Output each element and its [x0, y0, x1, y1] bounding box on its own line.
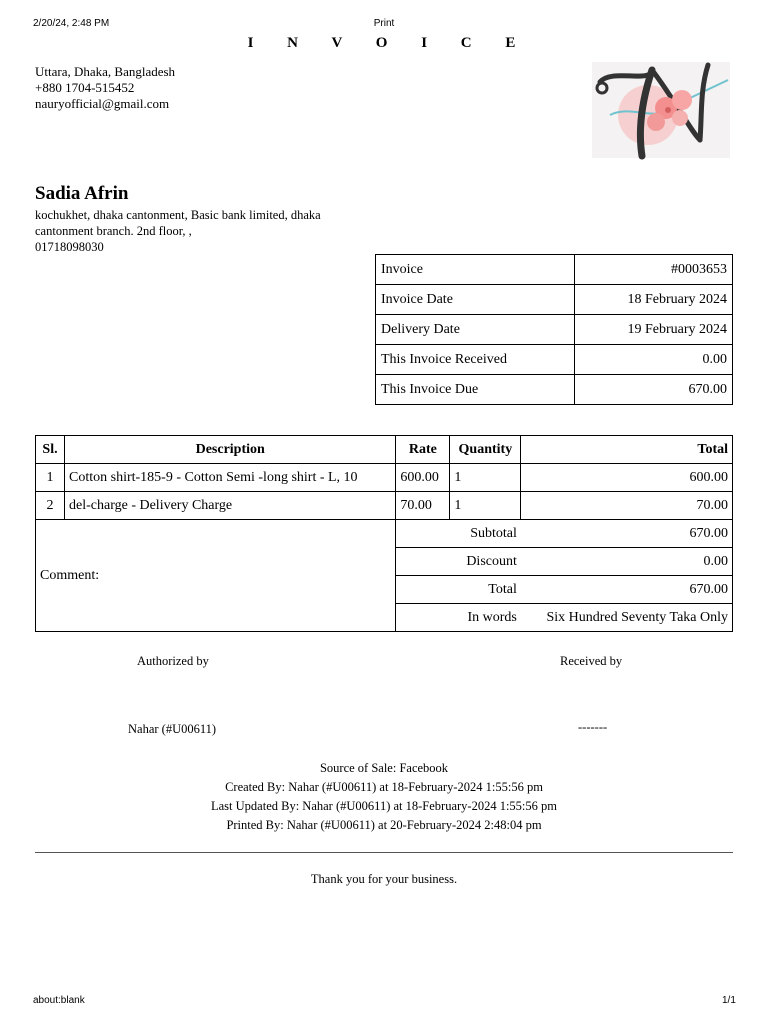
received-by-label: Received by — [560, 654, 623, 668]
authorized-by-label: Authorized by — [137, 654, 209, 668]
comment-cell — [36, 520, 396, 632]
print-datetime: 2/20/24, 2:48 PM — [33, 18, 110, 29]
printed-by: Printed By: Nahar (#U00611) at 20-February-2024 2:48:04 pm — [226, 818, 542, 832]
summary-label: Subtotal — [396, 520, 521, 548]
company-address: Uttara, Dhaka, Bangladesh — [35, 64, 176, 79]
company-phone: +880 1704-515452 — [35, 80, 135, 95]
summary-label: Discount — [396, 548, 521, 576]
summary-label: Total — [396, 576, 521, 604]
received-by-name: ------- — [578, 720, 608, 734]
meta-row-delivery-date — [376, 315, 733, 345]
invoice-due: 670.00 — [575, 375, 733, 405]
items-header-row — [36, 436, 733, 464]
last-updated-by: Last Updated By: Nahar (#U00611) at 18-February-2024 1:55:56 pm — [211, 799, 557, 813]
company-info — [35, 64, 175, 112]
footer-info — [0, 759, 768, 835]
brand-logo — [590, 60, 732, 160]
summary-row-subtotal — [36, 520, 733, 548]
meta-label: This Invoice Due — [376, 375, 575, 405]
invoice-date: 18 February 2024 — [575, 285, 733, 315]
print-page-title: Print — [373, 18, 395, 29]
divider — [35, 852, 733, 853]
meta-label: Invoice — [376, 255, 575, 285]
header-description: Description — [65, 436, 396, 464]
meta-label: Invoice Date — [376, 285, 575, 315]
subtotal-value: 670.00 — [521, 520, 733, 548]
header-total: Total — [521, 436, 733, 464]
customer-phone: 01718098030 — [35, 240, 104, 254]
item-sl: 1 — [36, 464, 65, 492]
item-sl: 2 — [36, 492, 65, 520]
amount-in-words: Six Hundred Seventy Taka Only — [521, 604, 733, 632]
item-total: 70.00 — [521, 492, 733, 520]
item-rate: 70.00 — [396, 492, 450, 520]
page-count: 1/1 — [722, 995, 736, 1006]
meta-row-invoice — [376, 255, 733, 285]
delivery-date: 19 February 2024 — [575, 315, 733, 345]
authorized-by-name: Nahar (#U00611) — [128, 722, 217, 736]
header-rate: Rate — [396, 436, 450, 464]
meta-row-received — [376, 345, 733, 375]
company-email: nauryofficial@gmail.com — [35, 96, 170, 111]
header-quantity: Quantity — [450, 436, 521, 464]
summary-label: In words — [396, 604, 521, 632]
header-sl: Sl. — [36, 436, 65, 464]
created-by: Created By: Nahar (#U00611) at 18-February-2024 1:55:56 pm — [225, 780, 543, 794]
invoice-meta-table — [375, 254, 733, 405]
table-row — [36, 464, 733, 492]
meta-row-invoice-date — [376, 285, 733, 315]
meta-label: This Invoice Received — [376, 345, 575, 375]
document-title: I N V O I C E — [247, 35, 531, 51]
customer-name: Sadia Afrin — [35, 183, 129, 204]
thank-you-note: Thank you for your business. — [310, 872, 458, 886]
total-value: 670.00 — [521, 576, 733, 604]
invoice-received: 0.00 — [575, 345, 733, 375]
item-description: Cotton shirt-185-9 - Cotton Semi -long shirt - L, 10 — [65, 464, 396, 492]
meta-row-due — [376, 375, 733, 405]
comment-label: Comment: — [40, 567, 100, 583]
customer-address: kochukhet, dhaka cantonment, Basic bank limited, dhaka cantonment branch. 2nd floor, , — [35, 208, 321, 238]
item-quantity: 1 — [450, 464, 521, 492]
item-total: 600.00 — [521, 464, 733, 492]
meta-label: Delivery Date — [376, 315, 575, 345]
item-rate: 600.00 — [396, 464, 450, 492]
print-url: about:blank — [33, 995, 85, 1006]
item-description: del-charge - Delivery Charge — [65, 492, 396, 520]
discount-value: 0.00 — [521, 548, 733, 576]
item-quantity: 1 — [450, 492, 521, 520]
table-row — [36, 492, 733, 520]
customer-details — [35, 207, 355, 255]
items-table — [35, 435, 733, 632]
source-of-sale: Source of Sale: Facebook — [319, 761, 449, 775]
invoice-number: #0003653 — [575, 255, 733, 285]
